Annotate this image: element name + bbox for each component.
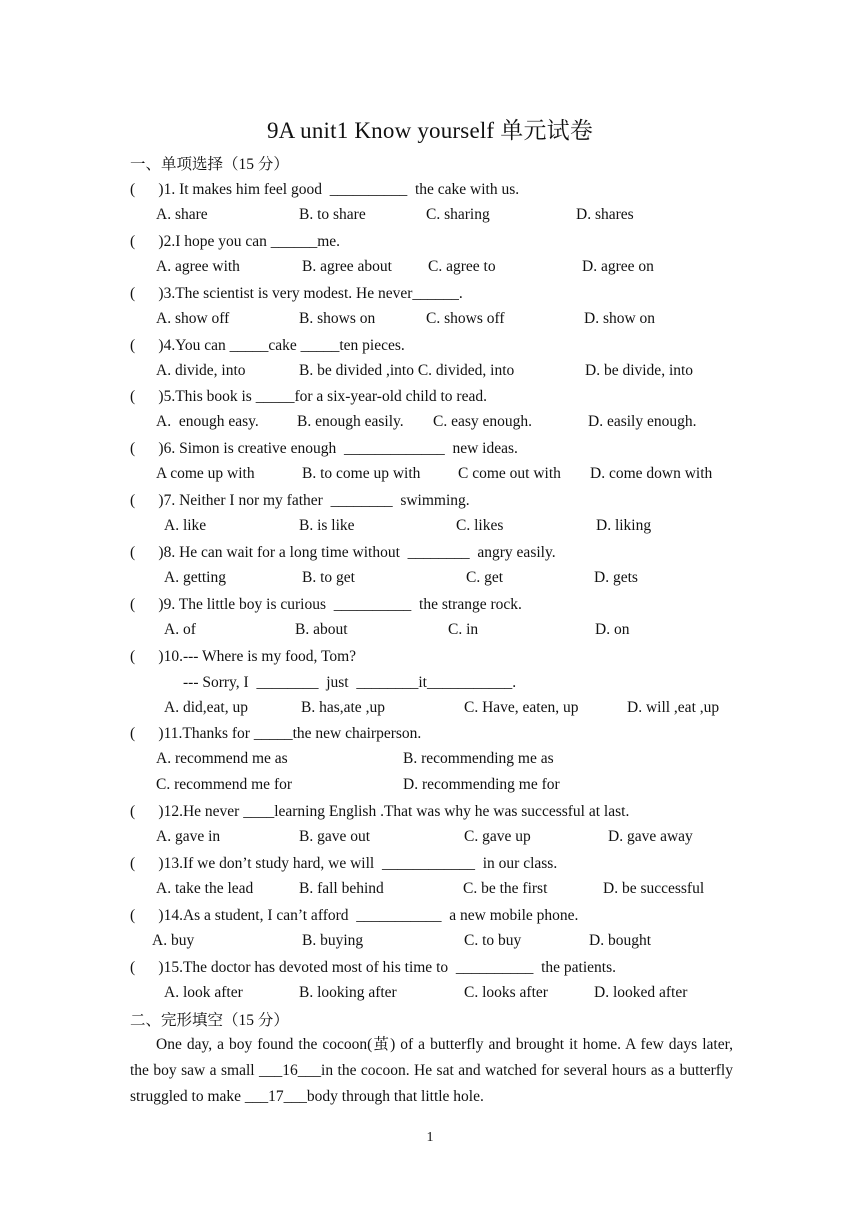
- answer-option[interactable]: A. did,eat, up: [164, 699, 248, 716]
- question-stem: ( )9. The little boy is curious __________ the strange rock.: [130, 596, 522, 613]
- section-heading-2: 二、完形填空（15 分）: [130, 1012, 289, 1029]
- question-stem: ( )4.You can _____cake _____ten pieces.: [130, 337, 405, 354]
- answer-option[interactable]: B. shows on: [299, 310, 376, 327]
- answer-option[interactable]: A. getting: [164, 569, 226, 586]
- answer-option[interactable]: C. recommend me for: [156, 776, 293, 793]
- answer-option[interactable]: C. shows off: [426, 310, 505, 327]
- answer-option[interactable]: A. like: [164, 517, 207, 534]
- answer-option[interactable]: B. recommending me as: [403, 750, 554, 767]
- cloze-passage: [130, 1032, 733, 1110]
- answer-option[interactable]: B. be divided ,into C. divided, into: [299, 362, 515, 379]
- answer-option[interactable]: D. gave away: [608, 828, 693, 845]
- answer-option[interactable]: B. to come up with: [302, 465, 421, 482]
- answer-option[interactable]: C. easy enough.: [433, 413, 533, 430]
- question-stem: ( )3.The scientist is very modest. He never______.: [130, 285, 463, 302]
- answer-option[interactable]: D. liking: [596, 517, 652, 534]
- section-heading-1: 一、单项选择（15 分）: [130, 156, 289, 173]
- answer-option[interactable]: A. gave in: [156, 828, 221, 845]
- answer-option[interactable]: D. be divide, into: [585, 362, 694, 379]
- answer-option[interactable]: A. take the lead: [156, 880, 254, 897]
- answer-option[interactable]: B. about: [295, 621, 348, 638]
- answer-option[interactable]: C. likes: [456, 517, 504, 534]
- answer-option[interactable]: A. divide, into: [156, 362, 246, 379]
- answer-option[interactable]: A. show off: [156, 310, 230, 327]
- question-stem: ( )7. Neither I nor my father ________ swimming.: [130, 492, 470, 509]
- page-title: 9A unit1 Know yourself 单元试卷: [266, 118, 594, 143]
- answer-option[interactable]: A. enough easy.: [156, 413, 259, 430]
- answer-option[interactable]: B. is like: [299, 517, 355, 534]
- question-stem: ( )13.If we don’t study hard, we will ____________ in our class.: [130, 855, 558, 872]
- question-stem: ( )6. Simon is creative enough _____________ new ideas.: [130, 440, 518, 457]
- answer-option[interactable]: A. look after: [164, 984, 243, 1001]
- answer-option[interactable]: D. on: [595, 621, 630, 638]
- question-stem: ( )11.Thanks for _____the new chairperson.: [130, 725, 422, 742]
- answer-option[interactable]: C. gave up: [464, 828, 531, 845]
- answer-option[interactable]: D. come down with: [590, 465, 713, 482]
- answer-option[interactable]: A. recommend me as: [156, 750, 288, 767]
- passage-text: One day, a boy found the cocoon(茧) of a butterfly and brought it home. A few days later, the boy saw a small ___16___in the cocoon. He sat and watched for several hours as a butterfly struggled to make ___17___body through that little hole.: [130, 1036, 733, 1105]
- answer-option[interactable]: C. get: [466, 569, 504, 586]
- answer-option[interactable]: C. agree to: [428, 258, 496, 275]
- answer-option[interactable]: B. gave out: [299, 828, 371, 845]
- answer-option[interactable]: D. will ,eat ,up: [627, 699, 720, 716]
- answer-option[interactable]: D. agree on: [582, 258, 654, 275]
- answer-option[interactable]: C. Have, eaten, up: [464, 699, 579, 716]
- answer-option[interactable]: C. looks after: [464, 984, 548, 1001]
- question-stem: ( )8. He can wait for a long time without ________ angry easily.: [130, 544, 556, 561]
- question-stem: ( )1. It makes him feel good __________ the cake with us.: [130, 181, 520, 198]
- answer-option[interactable]: B. fall behind: [299, 880, 384, 897]
- answer-option[interactable]: B. to get: [302, 569, 355, 586]
- answer-option[interactable]: D. easily enough.: [588, 413, 697, 430]
- question-stem: ( )12.He never ____learning English .That was why he was successful at last.: [130, 803, 630, 820]
- page-number: 1: [426, 1130, 434, 1145]
- answer-option[interactable]: B. buying: [302, 932, 364, 949]
- answer-option[interactable]: D. gets: [594, 569, 638, 586]
- answer-option[interactable]: A. agree with: [156, 258, 240, 275]
- answer-option[interactable]: D. recommending me for: [403, 776, 560, 793]
- answer-option[interactable]: D. show on: [584, 310, 656, 327]
- question-stem: ( )14.As a student, I can’t afford ___________ a new mobile phone.: [130, 907, 579, 924]
- answer-option[interactable]: A. share: [156, 206, 208, 223]
- answer-option[interactable]: D. bought: [589, 932, 651, 949]
- answer-option[interactable]: B. to share: [299, 206, 366, 223]
- answer-option[interactable]: D. looked after: [594, 984, 688, 1001]
- question-stem: ( )15.The doctor has devoted most of his time to __________ the patients.: [130, 959, 617, 976]
- answer-option[interactable]: B. looking after: [299, 984, 397, 1001]
- answer-option[interactable]: B. enough easily.: [297, 413, 404, 430]
- question-stem: ( )5.This book is _____for a six-year-old child to read.: [130, 388, 487, 405]
- question-stem: ( )10.--- Where is my food, Tom?: [130, 648, 357, 665]
- answer-option[interactable]: B. has,ate ,up: [301, 699, 385, 716]
- question-stem: ( )2.I hope you can ______me.: [130, 233, 341, 250]
- answer-option[interactable]: C. be the first: [463, 880, 548, 897]
- answer-option[interactable]: C. sharing: [426, 206, 490, 223]
- answer-option[interactable]: D. shares: [576, 206, 634, 223]
- question-stem-continuation: --- Sorry, I ________ just ________it___________.: [183, 674, 517, 691]
- answer-option[interactable]: A. of: [164, 621, 196, 638]
- answer-option[interactable]: C. in: [448, 621, 479, 638]
- answer-option[interactable]: A come up with: [156, 465, 255, 482]
- answer-option[interactable]: B. agree about: [302, 258, 392, 275]
- answer-option[interactable]: A. buy: [152, 932, 195, 949]
- answer-option[interactable]: D. be successful: [603, 880, 705, 897]
- answer-option[interactable]: C come out with: [458, 465, 561, 482]
- answer-option[interactable]: C. to buy: [464, 932, 522, 949]
